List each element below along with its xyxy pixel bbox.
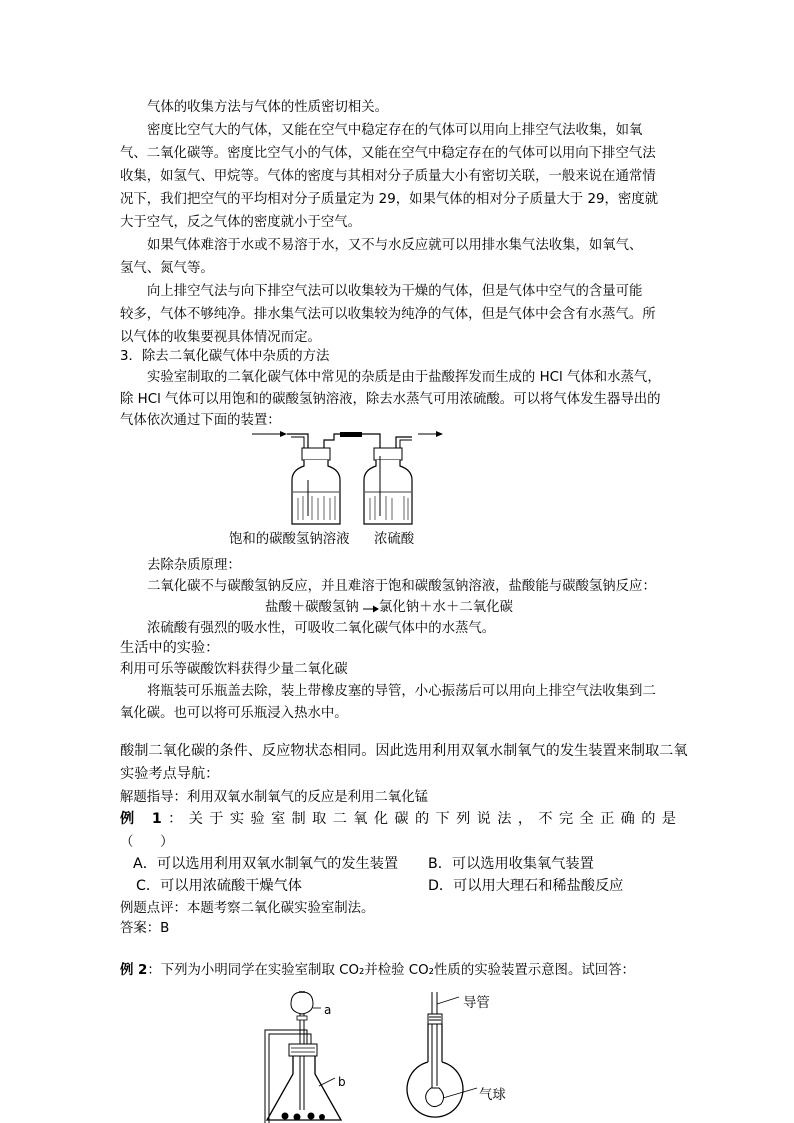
figure-label-a: a (324, 1003, 332, 1017)
subheading: 利用可乐等碳酸饮料获得少量二氧化碳 (120, 662, 348, 677)
example-1-question (120, 810, 676, 829)
paragraph-line: 浓硫酸有强烈的吸水性，可吸收二氧化碳气体中的水蒸气。 (147, 621, 496, 636)
option-a: A．可以选用利用双氧水制氧气的发生装置 (133, 856, 399, 872)
example-1-label: 例 1 (120, 811, 162, 827)
hint-line: 解题指导：利用双氧水制氧气的反应是利用二氧化锰 (120, 790, 428, 805)
equation-left: 盐酸＋碳酸氢钠 (265, 600, 359, 615)
paragraph-line: 实验室制取的二氧化碳气体中常见的杂质是由于盐酸挥发而生成的 HCl 气体和水蒸气， (147, 370, 661, 385)
paragraph-line: 实验考点导航： (120, 766, 220, 782)
paragraph-line: 气、二氧化碳等。密度比空气小的气体，又能在空气中稳定存在的气体可以用向下排空气法 (120, 146, 656, 161)
paragraph-line: 向上排空气法与向下排空气法可以收集较为干燥的气体，但是气体中空气的含量可能 (147, 284, 643, 299)
paragraph-line: 除 HCl 气体可以用饱和的碳酸氢钠溶液，除去水蒸气可用浓硫酸。可以将气体发生器导出的 (120, 392, 661, 407)
equation-right: 氯化钠＋水＋二氧化碳 (379, 600, 513, 615)
paragraph-line: 如果气体难溶于水或不易溶于水，又不与水反应就可以用排水集气法收集，如氧气、 (147, 238, 643, 253)
paragraph-line: 二氧化碳不与碳酸氢钠反应，并且难溶于饱和碳酸氢钠溶液，盐酸能与碳酸氢钠反应： (147, 579, 656, 594)
example-1-answer: 答案：B (120, 921, 170, 936)
paragraph-line: 气体的收集方法与气体的性质密切相关。 (147, 100, 389, 115)
figure-label-left: 饱和的碳酸氢钠溶液 (229, 532, 350, 547)
paragraph-line: 氧化碳。也可以将可乐瓶浸入热水中。 (120, 706, 348, 721)
section-heading: 3．除去二氧化碳气体中杂质的方法 (120, 349, 330, 364)
example-1-text: ：关于实验室制取二氧化碳的下列说法，不完全正确的是 (161, 811, 676, 827)
example-2-question (120, 961, 635, 980)
wash-bottles-figure (240, 420, 460, 530)
figure-label-b: b (338, 1075, 346, 1089)
figure-label-tube: 导管 (463, 996, 490, 1011)
figure-label-right: 浓硫酸 (374, 532, 415, 547)
paragraph-line: 较多，气体不够纯净。排水集气法可以收集较为纯净的气体，但是气体中会含有水蒸气。所 (120, 307, 656, 322)
option-d: D．可以用大理石和稀盐酸反应 (428, 878, 624, 894)
option-b: B．可以选用收集氧气装置 (428, 856, 594, 872)
reaction-arrow-icon (363, 605, 379, 613)
paragraph-line: 收集，如氢气、甲烷等。气体的密度与其相对分子质量大小有密切关联，一般来说在通常情 (120, 169, 656, 184)
paragraph-line: 酸制二氧化碳的条件、反应物状态相同。因此选用利用双氧水制氧气的发生装置来制取二氧 (120, 743, 688, 759)
paragraph-line: 况下，我们把空气的平均相对分子质量定为 29，如果气体的相对分子质量大于 29，密度就 (120, 192, 659, 207)
option-c: C．可以用浓硫酸干燥气体 (136, 878, 302, 894)
example-1-paren: （ ） (120, 835, 174, 850)
example-2-text: ：下列为小明同学在实验室制取 CO₂并检验 CO₂性质的实验装置示意图。试回答： (147, 963, 635, 978)
figure-label-balloon: 气球 (479, 1088, 506, 1103)
flask-apparatus-figure (255, 990, 365, 1123)
principle-heading: 去除杂质原理： (147, 558, 241, 573)
paragraph-line: 氢气、氮气等。 (120, 261, 214, 276)
example-2-label: 例 2 (120, 963, 148, 978)
paragraph-line: 以气体的收集要视具体情况而定。 (120, 330, 321, 345)
example-1-comment: 例题点评：本题考察二氧化碳实验室制法。 (120, 901, 375, 916)
paragraph-line: 气体依次通过下面的装置： (120, 413, 281, 428)
paragraph-line: 密度比空气大的气体，又能在空气中稳定存在的气体可以用向上排空气法收集，如氧 (147, 123, 643, 138)
paragraph-line: 将瓶装可乐瓶盖去除，装上带橡皮塞的导管，小心振荡后可以用向上排空气法收集到二 (147, 684, 656, 699)
paragraph-line: 大于空气，反之气体的密度就小于空气。 (120, 215, 362, 230)
section-heading: 生活中的实验： (120, 640, 220, 656)
